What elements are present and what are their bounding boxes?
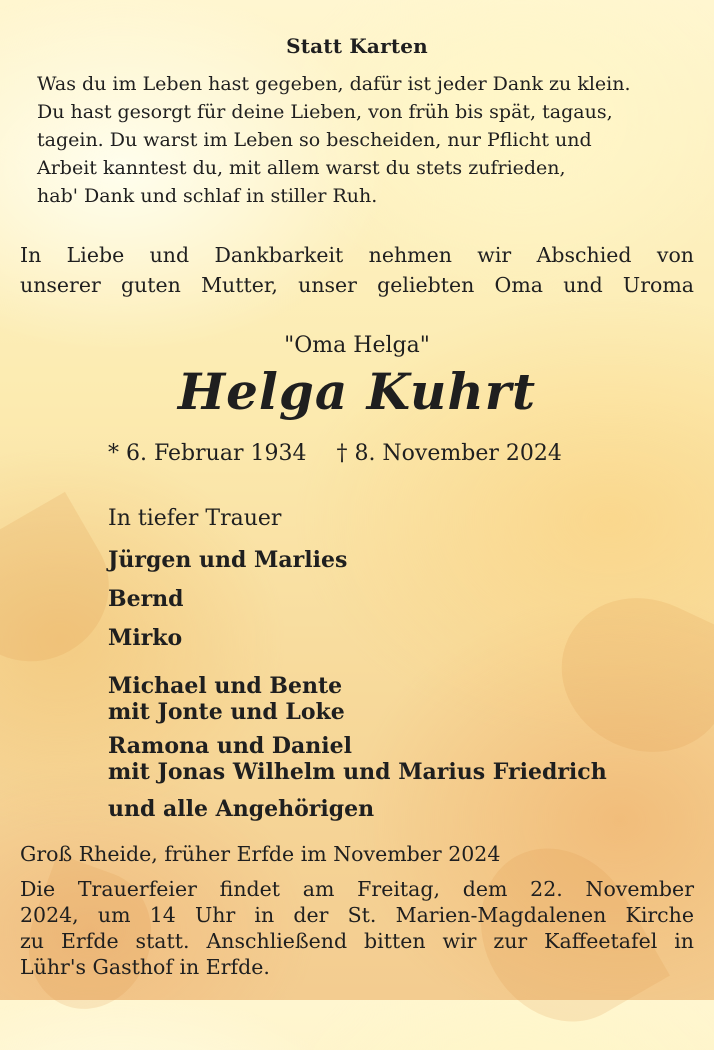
poem-line: Arbeit kanntest du, mit allem warst du stets zufrieden,	[37, 157, 566, 179]
funeral-service-info	[20, 876, 694, 980]
mourner-entry: Bernd	[108, 586, 184, 612]
mourning-intro: In tiefer Trauer	[108, 506, 282, 531]
birth-date: * 6. Februar 1934	[108, 441, 307, 466]
service-line: Die Trauerfeier findet am Freitag, dem 22. November	[20, 877, 694, 901]
place-and-date: Groß Rheide, früher Erfde im November 2024	[20, 842, 501, 866]
poem-line: hab' Dank und schlaf in stiller Ruh.	[37, 185, 378, 207]
poem-line: Du hast gesorgt für deine Lieben, von früh bis spät, tagaus,	[37, 101, 613, 123]
mourner-children: mit Jonte und Loke	[108, 699, 345, 725]
mourner-entry: und alle Angehörigen	[108, 796, 375, 822]
poem-line: Was du im Leben hast gegeben, dafür ist jeder Dank zu klein.	[37, 73, 631, 95]
intro-line: unserer guten Mutter, unser geliebten Oma und Uroma	[20, 273, 694, 297]
death-date: † 8. November 2024	[336, 441, 562, 466]
mourner-entry: Michael und Bente	[108, 673, 343, 699]
service-line: zu Erfde statt. Anschließend bitten wir zur Kaffeetafel in	[20, 929, 694, 953]
service-line: Lühr's Gasthof in Erfde.	[20, 955, 270, 979]
mourner-entry: Mirko	[108, 625, 183, 651]
mourner-children: mit Jonas Wilhelm und Marius Friedrich	[108, 759, 607, 785]
mourner-entry: Jürgen und Marlies	[108, 547, 348, 573]
service-line: 2024, um 14 Uhr in der St. Marien-Magdalenen Kirche	[20, 903, 694, 927]
deceased-nickname: "Oma Helga"	[284, 333, 430, 358]
mourner-family-entry	[108, 673, 345, 725]
poem-block	[37, 70, 687, 210]
intro-line: In Liebe und Dankbarkeit nehmen wir Abschied von	[20, 243, 694, 267]
farewell-intro	[20, 240, 694, 300]
mourner-entry: Ramona und Daniel	[108, 733, 352, 759]
life-dates	[108, 441, 628, 466]
notice-heading: Statt Karten	[286, 34, 428, 58]
mourner-family-entry	[108, 733, 607, 785]
poem-line: tagein. Du warst im Leben so bescheiden, nur Pflicht und	[37, 129, 592, 151]
deceased-name: Helga Kuhrt	[177, 362, 537, 421]
